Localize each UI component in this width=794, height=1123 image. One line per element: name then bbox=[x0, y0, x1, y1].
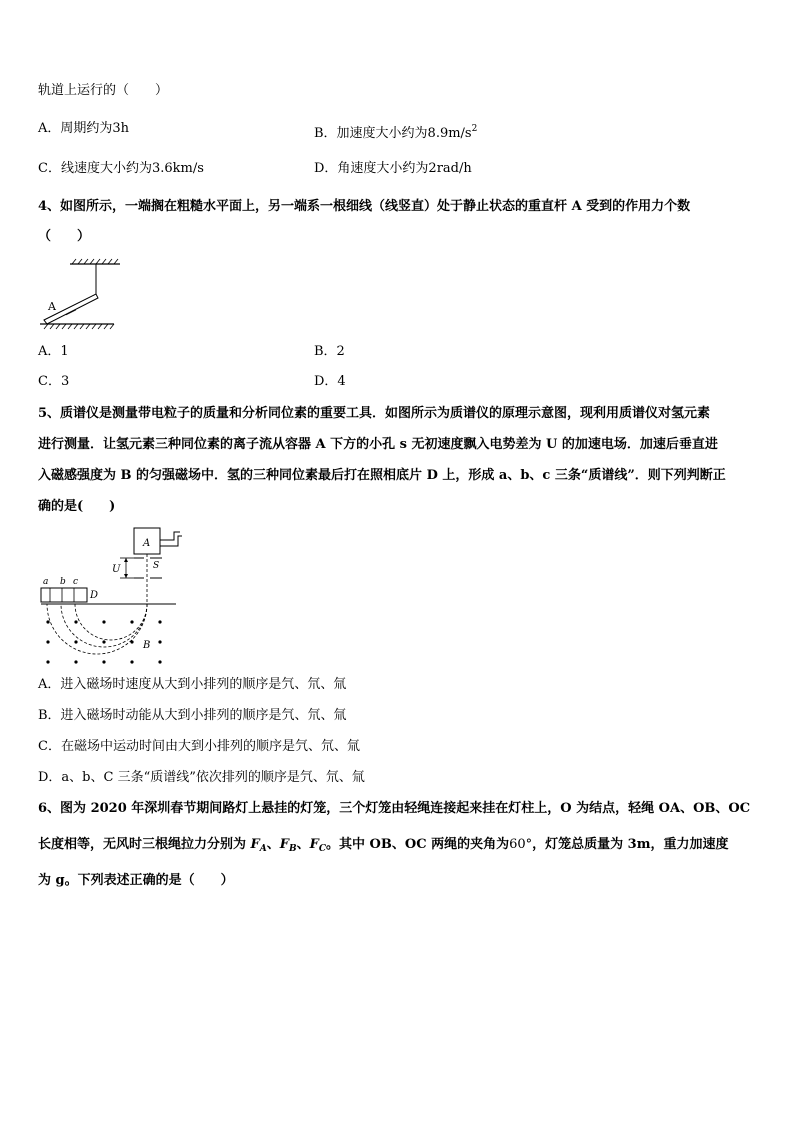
q6-line2-part1: 长度相等，无风时三根绳拉力分别为 bbox=[38, 837, 251, 852]
q6-force-a-subscript: A bbox=[259, 844, 267, 854]
q3-option-a: A．周期约为3h bbox=[38, 121, 130, 136]
q4-figure-label: A bbox=[48, 300, 56, 313]
q5-option-a: A．进入磁场时速度从大到小排列的顺序是氕、氘、氚 bbox=[38, 677, 347, 692]
q6-line2-part2: 。其中 OB、OC 两绳的夹角为 bbox=[326, 837, 510, 852]
q5-stem-line4: 确的是( ) bbox=[38, 499, 116, 514]
q3-option-b bbox=[314, 120, 477, 143]
q4-stem-line2: （ ） bbox=[38, 229, 91, 244]
q3-option-c: C．线速度大小约为3.6km/s bbox=[38, 161, 204, 176]
q4-option-d: D．4 bbox=[314, 374, 346, 389]
q5-label-a-container: A bbox=[143, 538, 151, 549]
q3-option-b-text: B．加速度大小约为8.9m/s bbox=[314, 126, 472, 141]
q4-stem-line1: 4、如图所示，一端搁在粗糙水平面上，另一端系一根细线（线竖直）处于静止状态的重直杆 A 受到的作用力个数 bbox=[38, 199, 691, 214]
q6-force-b-subscript: B bbox=[289, 844, 297, 854]
q6-line2-part3: ，灯笼总质量为 3m，重力加速度 bbox=[532, 837, 729, 852]
q6-stem-line3: 为 g。下列表述正确的是（ ） bbox=[38, 873, 234, 888]
q6-force-b-symbol: F bbox=[279, 837, 289, 852]
q3-stem-tail: 轨道上运行的（ ） bbox=[38, 83, 169, 98]
q6-angle-value: 60° bbox=[509, 837, 533, 852]
q5-stem-line2: 进行测量．让氢元素三种同位素的离子流从容器 A 下方的小孔 s 无初速度飘入电势差为 U 的加速电场．加速后垂直进 bbox=[38, 437, 718, 452]
q4-figure-rod bbox=[36, 258, 126, 334]
q5-label-b-line: b bbox=[60, 577, 66, 587]
q6-force-c-subscript: C bbox=[318, 844, 327, 854]
q5-stem-line3: 入磁感强度为 B 的匀强磁场中．氢的三种同位素最后打在照相底片 D 上，形成 a、b、c 三条“质谱线”．则下列判断正 bbox=[38, 468, 726, 483]
q5-label-u: U bbox=[112, 564, 121, 575]
q5-option-c: C．在磁场中运动时间由大到小排列的顺序是氕、氘、氚 bbox=[38, 739, 360, 754]
q6-force-c bbox=[310, 837, 326, 852]
q4-option-c: C．3 bbox=[38, 374, 70, 389]
q6-force-b bbox=[280, 837, 297, 852]
q3-option-d: D．角速度大小约为2rad/h bbox=[314, 161, 472, 176]
q4-option-b: B．2 bbox=[314, 344, 345, 359]
q5-stem-line1: 5、质谱仪是测量带电粒子的质量和分析同位素的重要工具．如图所示为质谱仪的原理示意图，现利用质谱仪对氢元素 bbox=[38, 406, 711, 421]
q3-option-b-exponent: 2 bbox=[471, 124, 478, 134]
q6-force-a bbox=[251, 837, 267, 852]
q5-option-d: D．a、b、C 三条“质谱线”依次排列的顺序是氕、氘、氚 bbox=[38, 770, 365, 785]
q6-force-a-symbol: F bbox=[250, 837, 260, 852]
q6-stem-line2: 长度相等，无风时三根绳拉力分别为 $F_A$、$F_B$、$F_C$。其中 OB、OC 两绳的夹角为60°，灯笼总质量为 3m，重力加速度 bbox=[38, 837, 729, 854]
q6-stem-line1: 6、图为 2020 年深圳春节期间路灯上悬挂的灯笼，三个灯笼由轻绳连接起来挂在灯柱上，O 为结点，轻绳 OA、OB、OC bbox=[38, 801, 751, 816]
q5-figure-mass-spectrometer bbox=[36, 522, 196, 672]
q5-label-b-field: B bbox=[143, 640, 151, 651]
q5-label-c-line: c bbox=[73, 577, 79, 587]
q4-option-a: A．1 bbox=[38, 344, 69, 359]
q6-force-c-symbol: F bbox=[309, 837, 319, 852]
q5-label-d: D bbox=[90, 590, 99, 601]
q5-label-s: S bbox=[153, 561, 160, 571]
q5-label-a-line: a bbox=[43, 577, 49, 587]
q5-option-b: B．进入磁场时动能从大到小排列的顺序是氕、氘、氚 bbox=[38, 708, 347, 723]
